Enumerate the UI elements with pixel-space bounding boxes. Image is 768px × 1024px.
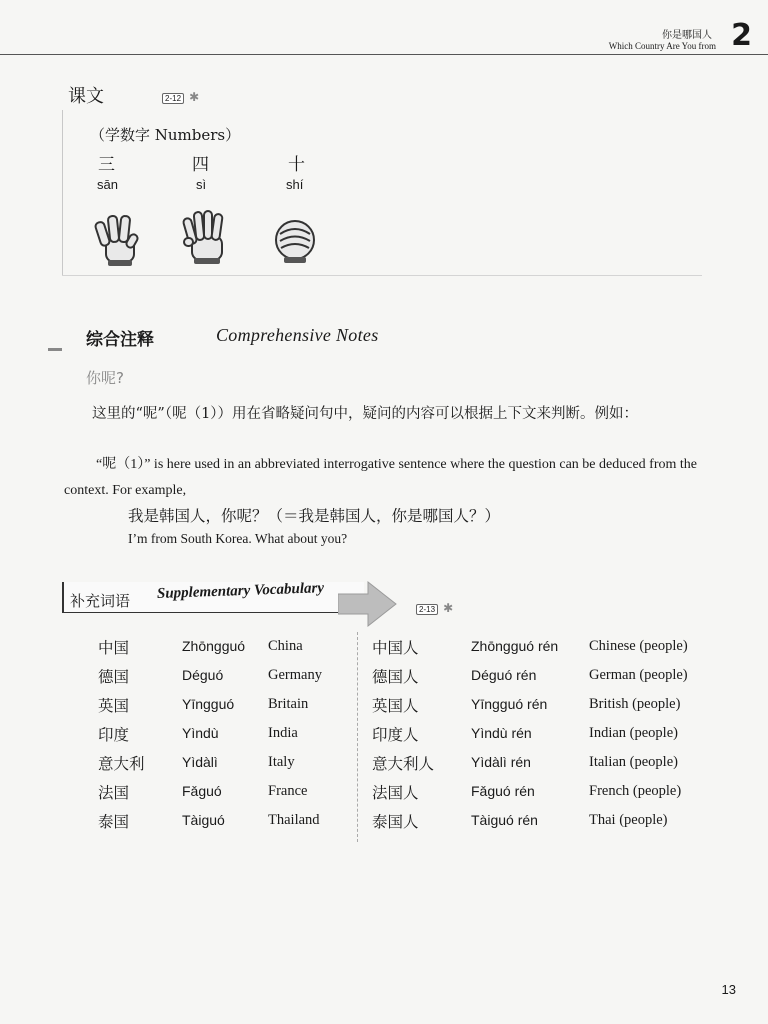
number-pinyin: sì xyxy=(196,177,207,192)
number-char: 四 xyxy=(192,155,209,175)
vocab-country-en: China xyxy=(268,638,303,654)
vocab-country-pinyin: Fǎguó xyxy=(182,783,222,799)
audio-track-marker[interactable] xyxy=(416,597,453,616)
hand-four-fingers-icon xyxy=(178,208,238,270)
vocab-people-en: French (people) xyxy=(589,783,682,799)
section-bottom-rule xyxy=(62,275,702,276)
vocab-column-divider xyxy=(357,632,358,842)
notes-sub-heading: 你呢? xyxy=(86,369,124,387)
notes-paragraph-cn: 这里的“呢”（呢（1））用在省略疑问句中，疑问的内容可以根据上下文来判断。例如： xyxy=(92,406,639,422)
vocab-people-pinyin: Yìdàlì rén xyxy=(471,754,531,770)
vocab-title-en: Supplementary Vocabulary xyxy=(156,580,325,602)
vocab-people-pinyin: Fǎguó rén xyxy=(471,783,535,799)
vocab-country-en: Britain xyxy=(268,696,309,712)
vocab-country-en: Italy xyxy=(268,754,295,770)
vocab-country-cn: 法国 xyxy=(98,784,130,802)
vocab-country-cn: 中国 xyxy=(98,639,130,657)
vocab-people-cn: 意大利人 xyxy=(372,755,435,773)
number-pinyin: shí xyxy=(286,177,304,192)
vocab-country-cn: 英国 xyxy=(98,697,130,715)
example-sentence-cn: 我是韩国人，你呢？（＝我是韩国人，你是哪国人？） xyxy=(128,507,501,525)
vocab-country-pinyin: Yīngguó xyxy=(182,696,235,712)
vocab-people-cn: 法国人 xyxy=(372,784,419,802)
vocab-people-pinyin: Zhōngguó rén xyxy=(471,638,559,654)
notes-paragraph-en: “呢（1）” is here used in an abbreviated interrogative sentence where the question can be deduced from the context. For example, xyxy=(64,457,697,498)
vocab-people-cn: 泰国人 xyxy=(372,813,419,831)
margin-tick xyxy=(48,348,62,351)
vocab-people-en: Italian (people) xyxy=(589,754,678,770)
vocab-country-cn: 泰国 xyxy=(98,813,130,831)
text-section-title: 课文 xyxy=(68,86,104,107)
vocab-title-cn: 补充词语 xyxy=(70,592,131,610)
hand-three-fingers-icon xyxy=(88,210,148,270)
vocab-people-pinyin: Yìndù rén xyxy=(471,725,532,741)
example-sentence-en: I’m from South Korea. What about you? xyxy=(128,531,348,546)
vocab-country-en: Germany xyxy=(268,667,322,683)
vocab-people-en: German (people) xyxy=(589,667,688,683)
audio-track-marker[interactable] xyxy=(162,86,199,105)
speaker-icon: ✱ xyxy=(443,601,454,615)
number-char: 十 xyxy=(288,155,305,175)
vocab-country-cn: 印度 xyxy=(98,726,130,744)
vocab-people-cn: 印度人 xyxy=(372,726,419,744)
vocab-country-pinyin: Tàiguó xyxy=(182,812,225,828)
chapter-number: 2 xyxy=(731,18,752,53)
hand-fist-icon xyxy=(268,214,322,268)
vocab-country-pinyin: Yìndù xyxy=(182,725,219,741)
number-pinyin: sān xyxy=(97,177,118,192)
header-chapter-title-cn: 你是哪国人 xyxy=(662,30,712,41)
header-divider xyxy=(0,54,768,55)
track-number-badge: 2-13 xyxy=(416,604,438,615)
vocab-country-pinyin: Zhōngguó xyxy=(182,638,246,654)
vocab-people-pinyin: Tàiguó rén xyxy=(471,812,538,828)
notes-title-en: Comprehensive Notes xyxy=(216,325,379,345)
vocab-country-cn: 德国 xyxy=(98,668,130,686)
vocab-people-cn: 德国人 xyxy=(372,668,419,686)
vocab-people-en: Thai (people) xyxy=(589,812,668,828)
vocab-country-pinyin: Yìdàlì xyxy=(182,754,218,770)
vocab-people-cn: 英国人 xyxy=(372,697,419,715)
vocab-country-en: France xyxy=(268,783,308,799)
vocab-people-en: Chinese (people) xyxy=(589,638,688,654)
vocab-people-pinyin: Déguó rén xyxy=(471,667,537,683)
vocab-country-cn: 意大利 xyxy=(98,755,145,773)
page-number: 13 xyxy=(721,982,736,997)
notes-title-cn: 综合注释 xyxy=(86,330,154,350)
arrow-right-icon xyxy=(338,580,398,628)
section-gutter-line xyxy=(62,110,63,275)
track-number-badge: 2-12 xyxy=(162,93,184,104)
speaker-icon: ✱ xyxy=(189,90,200,104)
vocab-people-pinyin: Yīngguó rén xyxy=(471,696,548,712)
vocab-people-en: Indian (people) xyxy=(589,725,678,741)
vocab-country-en: Thailand xyxy=(268,812,320,828)
numbers-heading: （学数字 Numbers） xyxy=(90,126,241,144)
number-char: 三 xyxy=(98,155,115,175)
vocab-country-pinyin: Déguó xyxy=(182,667,224,683)
vocab-country-en: India xyxy=(268,725,298,741)
vocab-people-cn: 中国人 xyxy=(372,639,419,657)
vocab-people-en: British (people) xyxy=(589,696,681,712)
header-chapter-title-en: Which Country Are You from xyxy=(608,41,716,51)
